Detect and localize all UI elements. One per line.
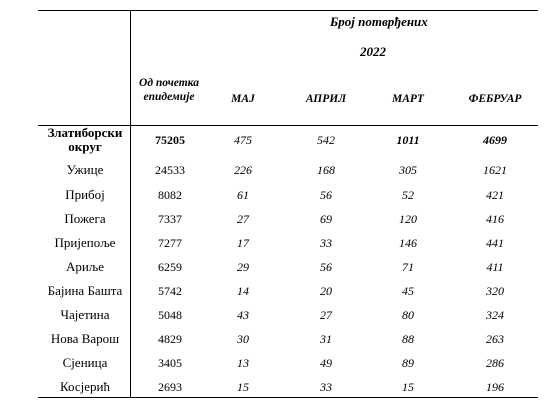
cell-march: 146 — [399, 236, 417, 250]
cell-march: 71 — [402, 260, 414, 274]
table-vertical-divider — [130, 10, 131, 398]
cell-since-start: 24533 — [155, 163, 185, 177]
row-label: Бајина Башта — [47, 283, 123, 298]
cell-april: 56 — [320, 188, 332, 202]
cell-may: 17 — [237, 236, 249, 250]
cell-since-start: 7337 — [158, 212, 182, 226]
column-header-april: АПРИЛ — [305, 93, 347, 105]
cell-since-start: 8082 — [158, 188, 182, 202]
cell-march: 120 — [399, 212, 417, 226]
cell-april: 27 — [320, 308, 332, 322]
cell-april: 33 — [320, 236, 332, 250]
cell-march: 80 — [402, 308, 414, 322]
cell-april: 33 — [320, 380, 332, 394]
cell-february: 1621 — [483, 163, 507, 177]
cell-february: 286 — [486, 356, 504, 370]
cell-march: 1011 — [396, 133, 420, 147]
cell-may: 475 — [234, 133, 252, 147]
column-header-may: МАЈ — [231, 93, 255, 105]
cell-since-start: 5742 — [158, 284, 182, 298]
cell-since-start: 75205 — [155, 133, 185, 147]
row-label: Сјеница — [62, 355, 108, 370]
cell-march: 89 — [402, 356, 414, 370]
cell-february: 411 — [486, 260, 504, 274]
year-label: 2022 — [360, 44, 386, 59]
cell-april: 542 — [317, 133, 335, 147]
cell-may: 43 — [237, 308, 249, 322]
cell-april: 69 — [320, 212, 332, 226]
cell-april: 31 — [320, 332, 332, 346]
cell-may: 15 — [237, 380, 249, 394]
cell-may: 27 — [237, 212, 249, 226]
cell-february: 324 — [486, 308, 504, 322]
row-label: Ужице — [66, 162, 104, 177]
cell-may: 61 — [237, 188, 249, 202]
table-title: Број потврђених — [330, 14, 428, 29]
cell-since-start: 7277 — [158, 236, 182, 250]
cell-february: 196 — [486, 380, 504, 394]
cell-march: 305 — [399, 163, 417, 177]
cell-march: 88 — [402, 332, 414, 346]
table-top-border — [38, 10, 538, 11]
cell-march: 45 — [402, 284, 414, 298]
cell-since-start: 2693 — [158, 380, 182, 394]
cell-may: 13 — [237, 356, 249, 370]
cell-since-start: 6259 — [158, 260, 182, 274]
cell-april: 168 — [317, 163, 335, 177]
cell-april: 20 — [320, 284, 332, 298]
row-label: Ариље — [65, 259, 105, 274]
cell-may: 29 — [237, 260, 249, 274]
cell-march: 52 — [402, 188, 414, 202]
row-label: Пожега — [64, 211, 106, 226]
row-label: Нова Варош — [50, 331, 120, 346]
row-label: Пријепоље — [54, 235, 116, 250]
row-label: Златиборски округ — [47, 125, 123, 154]
cell-february: 263 — [486, 332, 504, 346]
cell-february: 320 — [486, 284, 504, 298]
cell-may: 14 — [237, 284, 249, 298]
cell-april: 49 — [320, 356, 332, 370]
cell-since-start: 5048 — [158, 308, 182, 322]
column-header-february: ФЕБРУАР — [468, 93, 522, 105]
cell-may: 226 — [234, 163, 252, 177]
cell-may: 30 — [237, 332, 249, 346]
column-header-march: МАРТ — [392, 93, 424, 105]
cell-february: 421 — [486, 188, 504, 202]
cell-march: 15 — [402, 380, 414, 394]
cell-april: 56 — [320, 260, 332, 274]
table-bottom-border — [38, 397, 538, 398]
cell-since-start: 4829 — [158, 332, 182, 346]
column-header-since-start: Од почетка епидемије — [139, 77, 199, 103]
cell-since-start: 3405 — [158, 356, 182, 370]
row-label: Чајетина — [60, 307, 110, 322]
row-label: Косјерић — [60, 379, 110, 394]
cell-february: 4699 — [483, 133, 507, 147]
row-label: Прибој — [65, 187, 105, 202]
cell-february: 416 — [486, 212, 504, 226]
cell-february: 441 — [486, 236, 504, 250]
